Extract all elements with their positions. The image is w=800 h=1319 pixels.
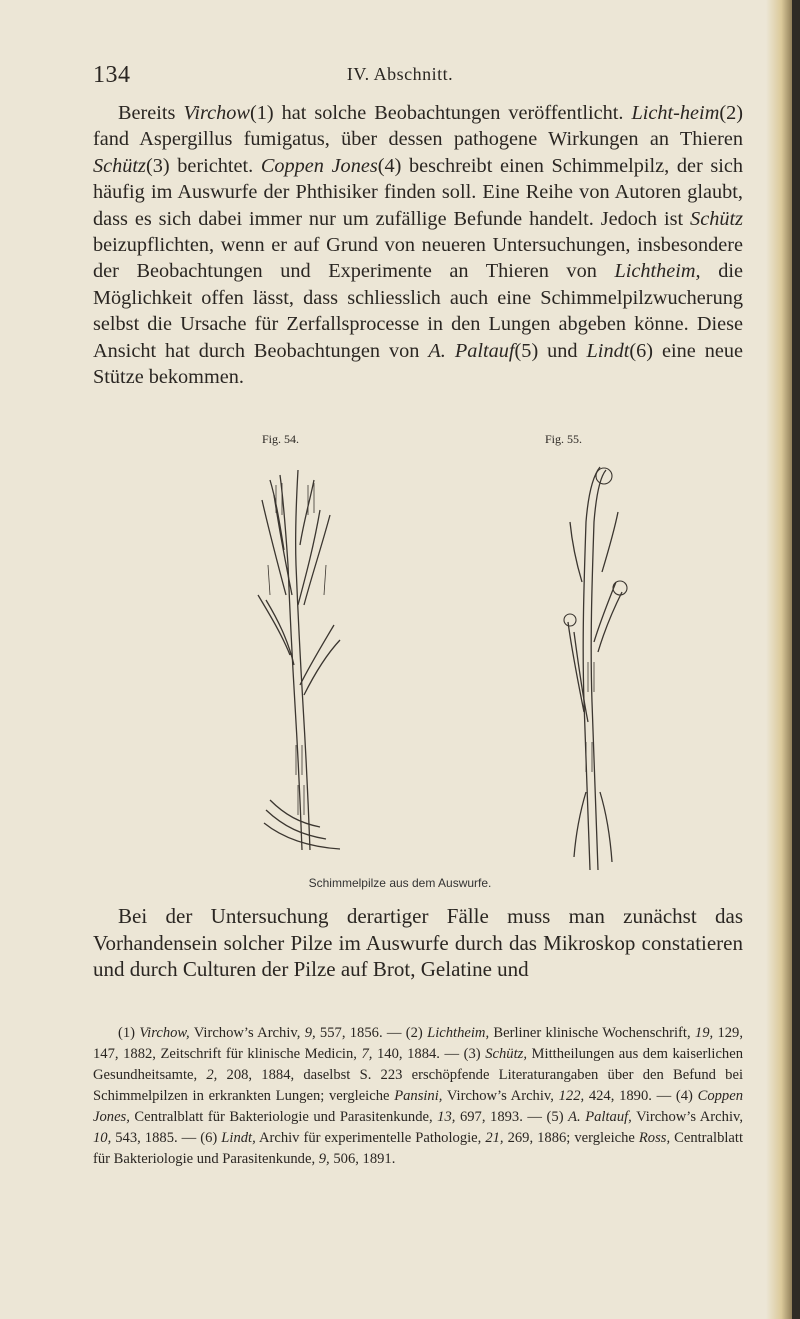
text-run: 7, xyxy=(361,1046,373,1062)
text-run: (3) berichtet. xyxy=(145,154,261,177)
text-run: Coppen Jones xyxy=(260,154,378,177)
text-run: Centralblatt für Bakteriologie und Parasitenkunde, xyxy=(93,1130,744,1167)
text-run: 208, 1884, daselbst S. 223 erschöpfende Literaturangaben über den Befund bei Schimmelpilzen in erkrankten Lungen; vergleiche xyxy=(93,1067,743,1104)
page-edge-shadow xyxy=(792,0,800,1319)
paragraph-2 xyxy=(93,903,743,983)
text-run: 129, 147, 1882, Zeitschrift für klinische Medicin, xyxy=(93,1025,744,1062)
text-run: Schütz, xyxy=(485,1046,527,1062)
text-run: 506, 1891. xyxy=(329,1151,396,1167)
text-run: 21, xyxy=(485,1130,504,1146)
text-run: Virchow’s Archiv, xyxy=(442,1088,559,1104)
fig-55-label: Fig. 55. xyxy=(545,432,583,446)
text-run: A. Paltauf, xyxy=(568,1109,632,1125)
figure-caption: Schimmelpilze aus dem Auswurfe. xyxy=(308,876,492,890)
text-run: Virchow, xyxy=(139,1025,190,1041)
text-run: A. Paltauf xyxy=(428,339,515,362)
page-header xyxy=(0,62,800,92)
text-run: 557, 1856. — (2) xyxy=(315,1025,428,1041)
text-run: 2, xyxy=(206,1067,218,1083)
text-run: Archiv für experimentelle Pathologie, xyxy=(255,1130,486,1146)
text-run: Centralblatt für Bakteriologie und Parasitenkunde, xyxy=(129,1109,438,1125)
text-run: 10, xyxy=(93,1130,112,1146)
footnotes xyxy=(93,1023,743,1170)
text-run: 424, 1890. — (4) xyxy=(584,1088,698,1104)
running-title: IV. Abschnitt. xyxy=(346,64,454,84)
text-run: Ross, xyxy=(638,1130,671,1146)
text-run: Schütz xyxy=(690,207,743,230)
text-run: (1) hat solche Beobachtungen veröffentlicht. xyxy=(249,102,632,124)
text-run: 19, xyxy=(694,1025,714,1041)
figure-54-illustration xyxy=(240,455,350,855)
text-run: Licht-heim xyxy=(631,102,720,124)
text-run: (2) fand Aspergillus fumigatus, über dessen pathogene Wirkungen an Thieren xyxy=(93,102,743,151)
text-run: Virchow xyxy=(183,102,250,124)
text-run: Lindt xyxy=(586,339,630,362)
text-run: Pansini, xyxy=(394,1088,443,1104)
text-run: 122, xyxy=(558,1088,585,1104)
text-run: 9, xyxy=(318,1151,330,1167)
page-number: 134 xyxy=(93,62,131,88)
text-run: 269, 1886; vergleiche xyxy=(503,1130,639,1146)
footnotes-text xyxy=(93,1023,743,1170)
paragraph-2-text: Bei der Untersuchung derartiger Fälle muss man zunächst das Vorhandensein solcher Pilze im Auswurfe durch das Mikroskop constatieren und durch Culturen der Pilze auf Brot, Gelatine und xyxy=(93,904,743,981)
text-run: (6) eine neue Stütze bekommen. xyxy=(93,339,743,389)
text-run: Mittheilungen aus dem kaiserlichen Gesundheitsamte, xyxy=(93,1046,743,1083)
text-run: Schütz xyxy=(93,154,146,177)
text-run: Coppen Jones, xyxy=(93,1088,743,1125)
text-run: (1) xyxy=(118,1025,140,1041)
text-run: Lichtheim, xyxy=(614,260,701,283)
fig-54-label: Fig. 54. xyxy=(262,432,300,446)
text-run: Lichtheim, xyxy=(427,1025,490,1041)
text-run: (5) und xyxy=(514,339,587,362)
text-run: beizupflichten, wenn er auf Grund von neueren Untersuchungen, insbesondere der Beobachtungen und Experimente an Thieren von xyxy=(93,234,743,283)
paragraph-1-text xyxy=(93,100,743,390)
text-run: Lindt, xyxy=(221,1130,256,1146)
text-run: die Möglichkeit offen lässt, dass schliesslich auch eine Schimmelpilzwucherung selbst die Ursache für Zerfallsprocesse in den Lungen abgeben könne. Diese Ansicht hat durch Beobachtungen von xyxy=(93,260,743,362)
text-run: 543, 1885. — (6) xyxy=(111,1130,222,1146)
text-run: 697, 1893. — (5) xyxy=(455,1109,569,1125)
paragraph-1 xyxy=(93,100,743,390)
text-run: (4) beschreibt einen Schimmelpilz, der sich häufig im Auswurfe der Phthisiker finden soll. Eine Reihe von Autoren glaubt, dass es sich dabei immer nur um zufällige Befunde handelt. Jedoch ist xyxy=(93,154,743,230)
text-run: 13, xyxy=(437,1109,456,1125)
figure-55-illustration xyxy=(560,462,630,874)
text-run: Virchow’s Archiv, xyxy=(631,1109,743,1125)
text-run: Bereits xyxy=(118,102,184,124)
text-run: 9, xyxy=(304,1025,316,1041)
text-run: 140, 1884. — (3) xyxy=(372,1046,486,1062)
text-run: Berliner klinische Wochenschrift, xyxy=(489,1025,695,1041)
text-run: Virchow’s Archiv, xyxy=(189,1025,305,1041)
